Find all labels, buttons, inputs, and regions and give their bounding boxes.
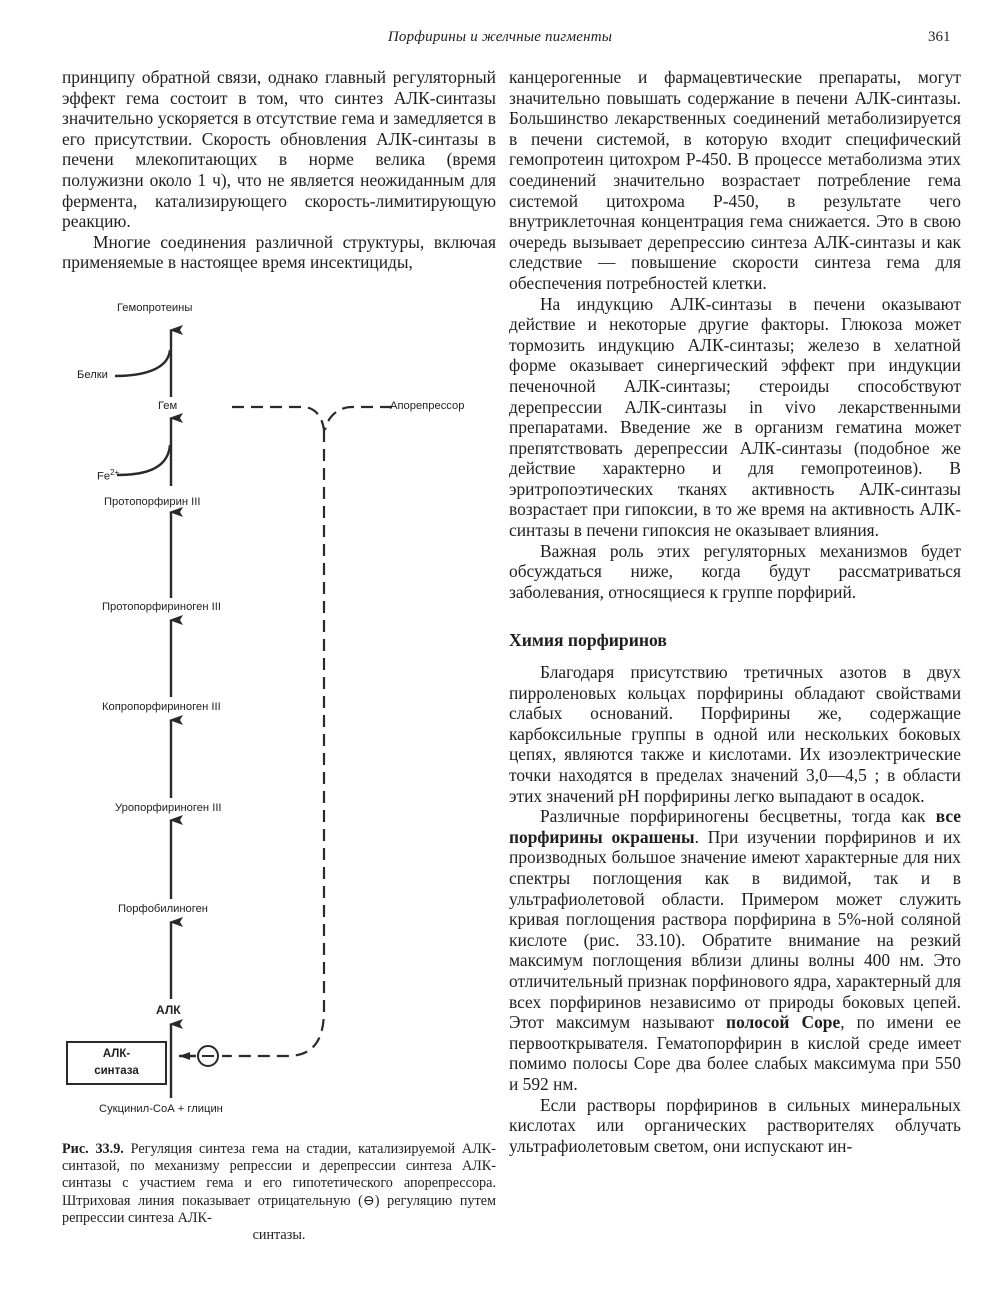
node-hemoproteins: Гемопротеины: [117, 302, 193, 314]
heme-synthesis-diagram: [62, 290, 492, 1130]
body-paragraph: Многие соединения различной структуры, включая применяемые в настоящее время инсектициды,: [62, 231, 496, 273]
enzyme-box-ala-synthase: [66, 1041, 167, 1085]
body-paragraph: Важная роль этих регуляторных механизмов будет обсуждаться ниже, когда будут рассматриваться заболевания, относящиеся к группе порфирий.: [509, 540, 961, 602]
left-column: [62, 67, 496, 273]
node-ala: АЛК: [156, 1003, 181, 1017]
figure-label: Рис. 33.9.: [62, 1141, 124, 1157]
node-proteins: Белки: [77, 369, 108, 381]
node-iron: $Fe^{2+}$: [97, 468, 120, 483]
node-substrates: Сукцинил-СоА + глицин: [99, 1103, 223, 1115]
node-coproporphyrinogen: Копропорфириноген III: [102, 701, 221, 713]
node-uroporphyrinogen: Уропорфириноген III: [115, 802, 222, 814]
node-heme: Гем: [158, 400, 178, 412]
body-paragraph: Благодаря присутствию третичных азотов в двух пирроленовых кольцах порфирины обладают свойствами слабых оснований. Порфирины же, содержащие карбоксильные группы в одной или нескольких боковых цепях, являются также и кислотами. Их изоэлектрические точки находятся в пределах значений 3,0—4,5 ; в области этих значений pH порфирины легко выпадают в осадок.: [509, 662, 961, 806]
caption-last-line: синтазы.: [252, 1227, 306, 1244]
node-aporepressor: Апорепрессор: [390, 400, 465, 412]
section-heading: Химия порфиринов: [509, 630, 667, 651]
caption-text: Регуляция синтеза гема на стадии, катализируемой АЛК-синтазой, по механизму репрессии и дерепрессии синтеза АЛК-синтазы с участием гема и его гипотетического апорепрессора. Штриховая линия показывает отрицательную (⊖) регуляцию путем репрессии синтеза АЛК-: [62, 1141, 496, 1226]
emphasis-colored: все порфирины окрашены: [509, 806, 961, 847]
running-title: Порфирины и желчные пигменты: [387, 29, 613, 45]
body-paragraph-with-emphasis: Различные порфириногены бесцветны, тогда как все порфирины окрашены. При изучении порфиринов и их производных большое значение имеют характерные для них спектры поглощения как в видимой, так и в ультрафиолетовой области. Примером может служить кривая поглощения раствора порфирина в 5%-ной соляной кислоте (рис. 33.10). Обратите внимание на резкий максимум поглощения вблизи длины волны 400 нм. Это отличительный признак порфинового ядра, характерный для всех порфиринов независимо от природы боковых цепей. Этот максимум называют полосой Соре, по имени ее первооткрывателя. Гематопорфирин в кислой среде имеет помимо полосы Соре два более слабых максимума при 550 и 592 нм.: [509, 806, 961, 1094]
body-paragraph: канцерогенные и фармацевтические препараты, могут значительно повышать содержание в печени АЛК-синтазы. Большинство лекарственных соединений метаболизируется в печени системой, в которую входит специфический гемопротеин цитохром Р-450. В процессе метаболизма этих соединений значительно возрастает потребление гема системой цитохрома Р-450, в результате чего внутриклеточная концентрация гема снижается. Это в свою очередь вызывает дерепрессию синтеза АЛК-синтазы и как следствие — повышение скорости синтеза гема для обеспечения потребностей клетки.: [509, 67, 961, 293]
body-paragraph: На индукцию АЛК-синтазы в печени оказывают действие и некоторые другие факторы. Глюкоза может тормозить индукцию АЛК-синтазы; железо в хелатной форме оказывает синергический эффект при индукции печеночной АЛК-синтазы; стероиды способствуют дерепрессии АЛК-синтазы in vivo лекарственными препаратами. Введение же в организм гематина может препятствовать дерепрессии АЛК-синтазы (подобное же действие характерно и для гемопротеинов). В эритропоэтических тканях активность АЛК-синтазы возрастает при гипоксии, в то же время на активность АЛК-синтазы в печени гипоксия не оказывает влияния.: [509, 293, 961, 541]
node-protoporphyrin: Протопорфирин III: [104, 496, 201, 508]
body-paragraph: Если растворы порфиринов в сильных минеральных кислотах или органических растворителях облучать ультрафиолетовым светом, они испускают ин-: [509, 1094, 961, 1156]
enzyme-label-line1: АЛК-: [102, 1048, 131, 1060]
node-porphobilinogen: Порфобилиноген: [118, 903, 208, 915]
node-protoporphyrinogen: Протопорфириноген III: [102, 601, 221, 613]
right-column: [509, 67, 961, 1156]
page-number: 361: [928, 29, 951, 45]
running-head: [0, 29, 1005, 51]
emphasis-soret-band: полосой Соре: [726, 1012, 841, 1033]
enzyme-label-line2: синтаза: [94, 1065, 139, 1077]
body-paragraph: принципу обратной связи, однако главный регуляторный эффект гема состоит в том, что синтез АЛК-синтазы значительно ускоряется в отсутствие гема и замедляется в его присутствии. Скорость обновления АЛК-синтазы в печени млекопитающих в норме велика (время полужизни около 1 ч), что не является неожиданным для фермента, катализирующего скорость-лимитирующую реакцию.: [62, 67, 496, 232]
figure-caption: [62, 1141, 496, 1244]
